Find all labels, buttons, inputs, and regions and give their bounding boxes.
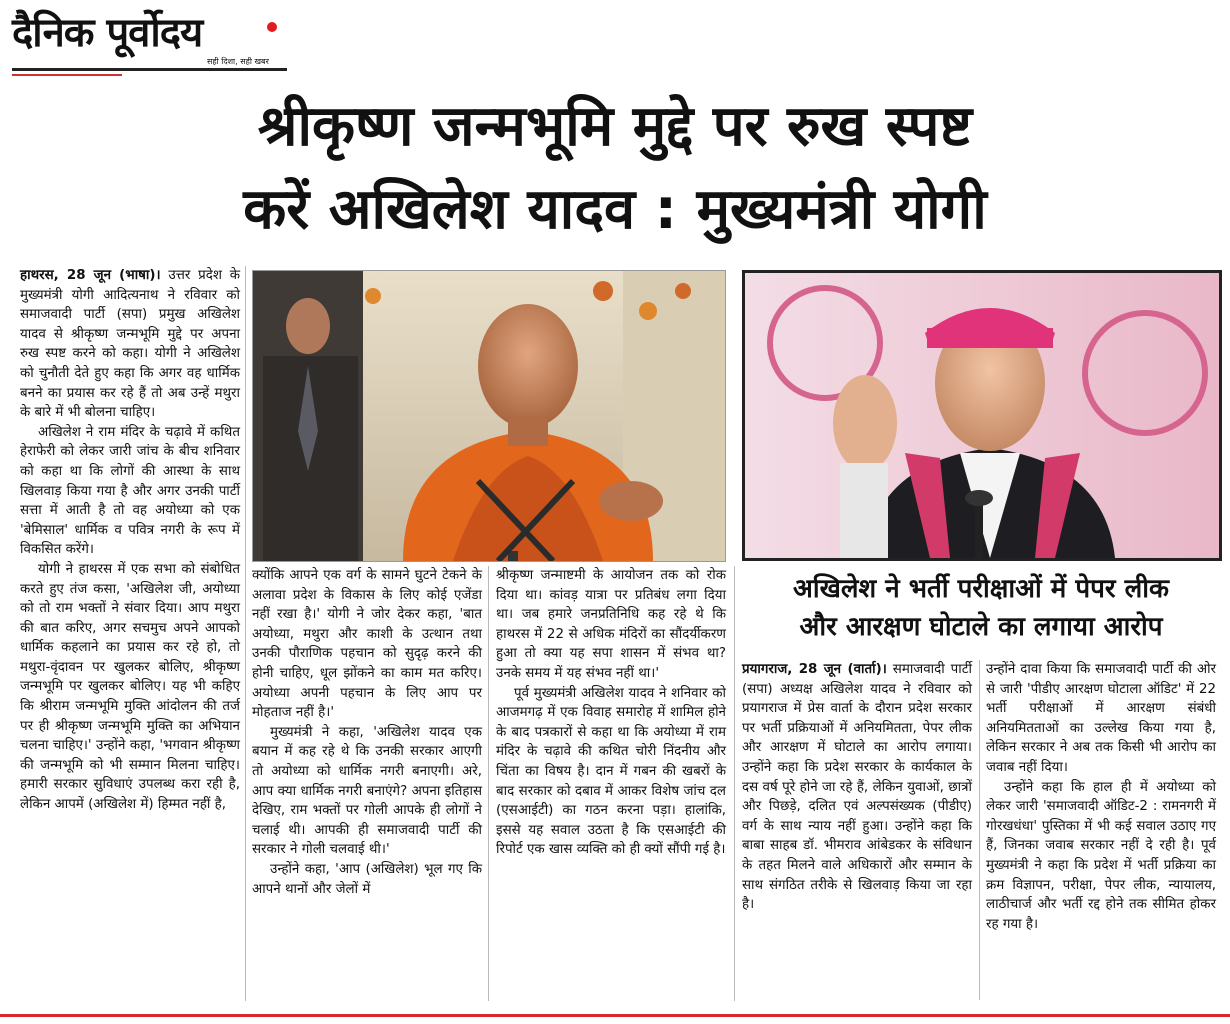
article1-text: उत्तर प्रदेश के मुख्यमंत्री योगी आदित्यनाथ ने रविवार को समाजवादी पार्टी (सपा) प्रमुख अखिलेश यादव से श्रीकृष्ण जन्मभूमि मुद्दे पर अपना रुख स्पष्ट करने को कहा। योगी ने अखिलेश को चुनौती देते हुए कहा कि अगर वह धार्मिक बनने का प्रयास कर रहे हैं तो अब उन्हें मथुरा के बारे में भी बोलना चाहिए।: [20, 268, 241, 421]
column-divider: [979, 660, 980, 1000]
masthead-tagline: सही दिशा, सही खबर: [207, 57, 269, 66]
article1-paragraph: मुख्यमंत्री ने कहा, 'अखिलेश यादव एक बयान में कह रहे थे कि उनकी सरकार आएगी तो अयोध्या को धार्मिक नगरी बनाएगी। अरे, आप क्या धार्मिक नगरी बनाएंगे? अपना इतिहास देखिए, राम भक्तों पर गोली आपके ही लोगों ने चलाई थी। आपकी ही समाजवादी पार्टी की सरकार ने गोली चलवाई थी।': [252, 724, 482, 858]
column-divider: [245, 266, 246, 1001]
article1-dateline: हाथरस, 28 जून (भाषा)।: [20, 268, 161, 283]
article1-paragraph: श्रीकृष्ण जन्माष्टमी के आयोजन तक को रोक दिया था। कांवड़ यात्रा पर प्रतिबंध लगा दिया था। जब हमारे जनप्रतिनिधि कह रहे थे कि हाथरस में 22 से अधिक मंदिरों का सौंदर्यीकरण हुआ तो क्या यह सपा शासन में संभव था? उनके समय में यह संभव नहीं था।': [496, 568, 726, 681]
masthead-rule: [12, 68, 287, 71]
article1-paragraph: क्योंकि आपने एक वर्ग के सामने घुटने टेकने के अलावा प्रदेश के विकास के लिए कोई एजेंडा नहीं रखा है।' योगी ने जोर देकर कहा, 'बात अयोध्या, मथुरा और काशी के उत्थान तथा उनकी पौराणिक पहचान को सुदृढ़ करने की होनी चाहिए, धूल झोंकने का काम मत करिए। अयोध्या अपनी पहचान के लिए आप पर मोहताज नहीं है।': [252, 568, 482, 721]
article2-dateline: प्रयागराज, 28 जून (वार्ता)।: [742, 662, 887, 677]
main-headline-line2: करें अखिलेश यादव : मुख्यमंत्री योगी: [243, 177, 987, 242]
masthead-rule-accent: [12, 74, 122, 76]
article1-column1: [20, 266, 240, 815]
article2-text: समाजवादी पार्टी (सपा) अध्यक्ष अखिलेश यादव ने रविवार को प्रयागराज में प्रेस वार्ता के दौरान प्रदेश सरकार पर भर्ती प्रक्रियाओं में अनियमितता, पेपर लीक और आरक्षण में घोटाले का आरोप लगाया। उन्होंने कहा कि प्रदेश सरकार के कार्यकाल के दस वर्ष पूरे होने जा रहे हैं, लेकिन युवाओं, छात्रों और पिछड़े, दलित एवं अल्पसंख्यक (पीडीए) वर्ग के साथ न्याय नहीं हुआ। उन्होंने कहा कि बाबा साहब डॉ. भीमराव आंबेडकर के संविधान के तहत मिलने वाले अधिकारों और सम्मान के साथ संगठित तरीके से खिलवाड़ किया जा रहा है।: [742, 662, 972, 913]
article2-paragraph: उन्होंने दावा किया कि समाजवादी पार्टी की ओर से जारी 'पीडीए आरक्षण घोटाला ऑडिट' में 22 भर्ती परीक्षाओं में आरक्षण संबंधी अनियमितताओं का उल्लेख किया गया है, लेकिन सरकार ने अब तक किसी भी आरोप का जवाब नहीं दिया।: [986, 662, 1216, 775]
article2-paragraph: [742, 660, 972, 915]
article1-paragraph: पूर्व मुख्यमंत्री अखिलेश यादव ने शनिवार को आजमगढ़ में एक विवाह समारोह में शामिल होने के बाद पत्रकारों से कहा था कि अयोध्या में राम मंदिर के चढ़ावे की कथित चोरी निंदनीय और चिंता का विषय है। दान में गबन की खबरों के बाद सरकार को दबाव में आकर विशेष जांच दल (एसआईटी) का गठन करना पड़ा। हालांकि, इससे यह सवाल उठता है कि एसआईटी की रिपोर्ट एक खास व्यक्ति को ही क्यों सौंपी गई है।: [496, 685, 726, 858]
yogi-adityanath-photo: [252, 270, 726, 562]
masthead-title: दैनिक पूर्वोदय: [12, 10, 203, 56]
article2-column1: [742, 660, 972, 915]
article2-headline-line1: अखिलेश ने भर्ती परीक्षाओं में पेपर लीक: [793, 574, 1169, 604]
article1-paragraph: योगी ने हाथरस में एक सभा को संबोधित करते हुए तंज कसा, 'अखिलेश जी, अयोध्या को तो राम भक्तों ने संवार दिया। आप मथुरा की बात करिए, अगर सचमुच अपने आपको धार्मिक कहलाने का प्रयास कर रहे हो, तो मथुरा-वृंदावन पर खुलकर बोलिए, श्रीकृष्ण जन्मभूमि पर खुलकर बोलिए। यह भी कहिए कि श्रीराम जन्मभूमि मुक्ति आंदोलन की तर्ज पर ही श्रीकृष्ण जन्मभूमि मुक्ति का अभियान चलना चाहिए।' उन्होंने कहा, 'भगवान श्रीकृष्ण की जन्मभूमि को भी सम्मान मिलना चाहिए। हमारी सरकार सुविधाएं उपलब्ध करा रही है, लेकिन आपमें (अखिलेश में) हिम्मत नहीं है,: [20, 561, 240, 813]
masthead: [12, 8, 287, 72]
yogi-photo-image: [253, 271, 725, 561]
akhilesh-yadav-photo: [742, 270, 1222, 561]
main-headline-line1: श्रीकृष्ण जन्मभूमि मुद्दे पर रुख स्पष्ट: [257, 94, 973, 159]
article2-headline-line2: और आरक्षण घोटाले का लगाया आरोप: [799, 612, 1163, 642]
article1-paragraph: उन्होंने कहा, 'आप (अखिलेश) भूल गए कि आपने थानों और जेलों में: [252, 861, 482, 897]
article2-paragraph: उन्होंने कहा कि हाल ही में अयोध्या को लेकर जारी 'समाजवादी ऑडिट-2 : रामनगरी में गोरखधंधा' पुस्तिका में भी कई सवाल उठाए गए हैं, जिनका जवाब सरकार नहीं दे रही है। पूर्व मुख्यमंत्री ने कहा कि प्रदेश में भर्ती प्रक्रिया का क्रम विज्ञापन, परीक्षा, पेपर लीक, न्यायालय, लाठीचार्ज और भर्ती रद्द होने तक सीमित होकर रह गया है।: [986, 779, 1216, 932]
article1-column2: [252, 566, 482, 899]
column-divider: [734, 566, 735, 1001]
article1-paragraph: [20, 266, 240, 423]
article1-paragraph: अखिलेश ने राम मंदिर के चढ़ावे में कथित हेराफेरी को लेकर जारी जांच के बीच शनिवार को कहा था कि लोगों की आस्था के साथ खिलवाड़ किया गया है और अगर उनकी पार्टी सत्ता में आती है तो वह अयोध्या को एक 'बेमिसाल' धार्मिक व पवित्र नगरी के रूप में विकसित करेंगे।: [20, 424, 240, 558]
akhilesh-photo-image: [745, 273, 1219, 558]
page-bottom-rule: [0, 1014, 1230, 1017]
column-divider: [488, 566, 489, 1001]
article2-column2: [986, 660, 1216, 934]
article1-column3: [496, 566, 726, 860]
masthead-dot-icon: [267, 22, 277, 32]
